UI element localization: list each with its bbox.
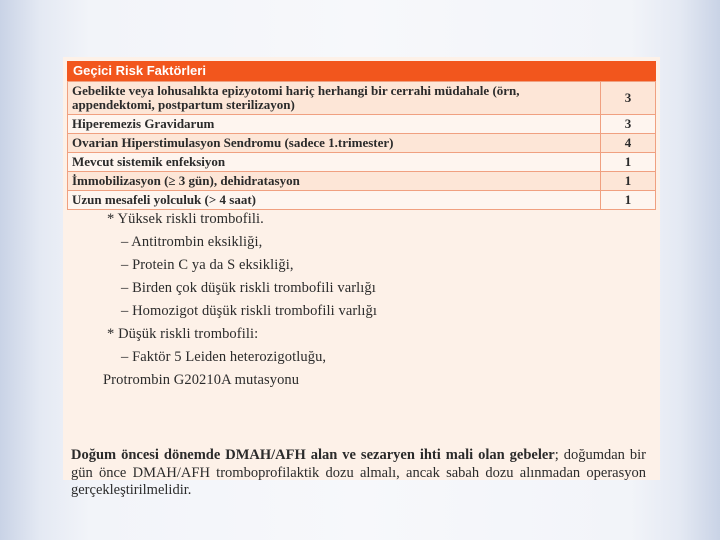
risk-factor-label: Hiperemezis Gravidarum xyxy=(68,115,601,134)
high-risk-item: – Protein C ya da S eksikliği, xyxy=(121,257,294,273)
slide-image xyxy=(63,57,660,498)
table-row xyxy=(68,82,656,115)
high-risk-title: * Yüksek riskli trombofili. xyxy=(107,211,264,227)
risk-score: 1 xyxy=(601,153,656,172)
high-risk-item: – Antitrombin eksikliği, xyxy=(121,234,263,250)
low-risk-item: Protrombin G20210A mutasyonu xyxy=(103,372,300,388)
cesarean-note-text: ; doğumdan bir gün önce DMAH/AFH tromboprofilaktik dozu almalı, ancak sabah dozu alınmadan operasyon gerçekleştirilmelidir. xyxy=(71,447,646,498)
table-row xyxy=(68,153,656,172)
table-row xyxy=(68,115,656,134)
risk-factor-label: Ovarian Hiperstimulasyon Sendromu (sadece 1.trimester) xyxy=(68,134,601,153)
risk-factor-label: Mevcut sistemik enfeksiyon xyxy=(68,153,601,172)
risk-score: 3 xyxy=(601,115,656,134)
low-risk-title: * Düşük riskli trombofili: xyxy=(107,326,259,342)
risk-factor-label: Uzun mesafeli yolculuk (> 4 saat) xyxy=(68,191,601,210)
high-risk-item: – Homozigot düşük riskli trombofili varlığı xyxy=(121,303,378,319)
risk-factor-label: Gebelikte veya lohusalıkta epizyotomi hariç herhangi bir cerrahi müdahale (örn, appendektomi, postpartum sterilizayon) xyxy=(68,82,601,115)
table-row xyxy=(68,172,656,191)
risk-factor-table xyxy=(67,81,656,210)
risk-score: 1 xyxy=(601,191,656,210)
high-risk-item: – Birden çok düşük riskli trombofili varlığı xyxy=(121,280,376,296)
low-risk-item: – Faktör 5 Leiden heterozigotluğu, xyxy=(121,349,327,365)
risk-factor-label: İmmobilizasyon (≥ 3 gün), dehidratasyon xyxy=(68,172,601,191)
risk-table-container xyxy=(67,61,656,210)
risk-score: 4 xyxy=(601,134,656,153)
risk-score: 1 xyxy=(601,172,656,191)
table-row xyxy=(68,191,656,210)
cesarean-note-bold: Doğum öncesi dönemde DMAH/AFH alan ve sezaryen ihti mali olan gebeler xyxy=(71,447,555,463)
table-header: Geçici Risk Faktörleri xyxy=(67,61,656,81)
risk-score: 3 xyxy=(601,82,656,115)
cesarean-note-paragraph xyxy=(71,447,646,500)
table-row xyxy=(68,134,656,153)
